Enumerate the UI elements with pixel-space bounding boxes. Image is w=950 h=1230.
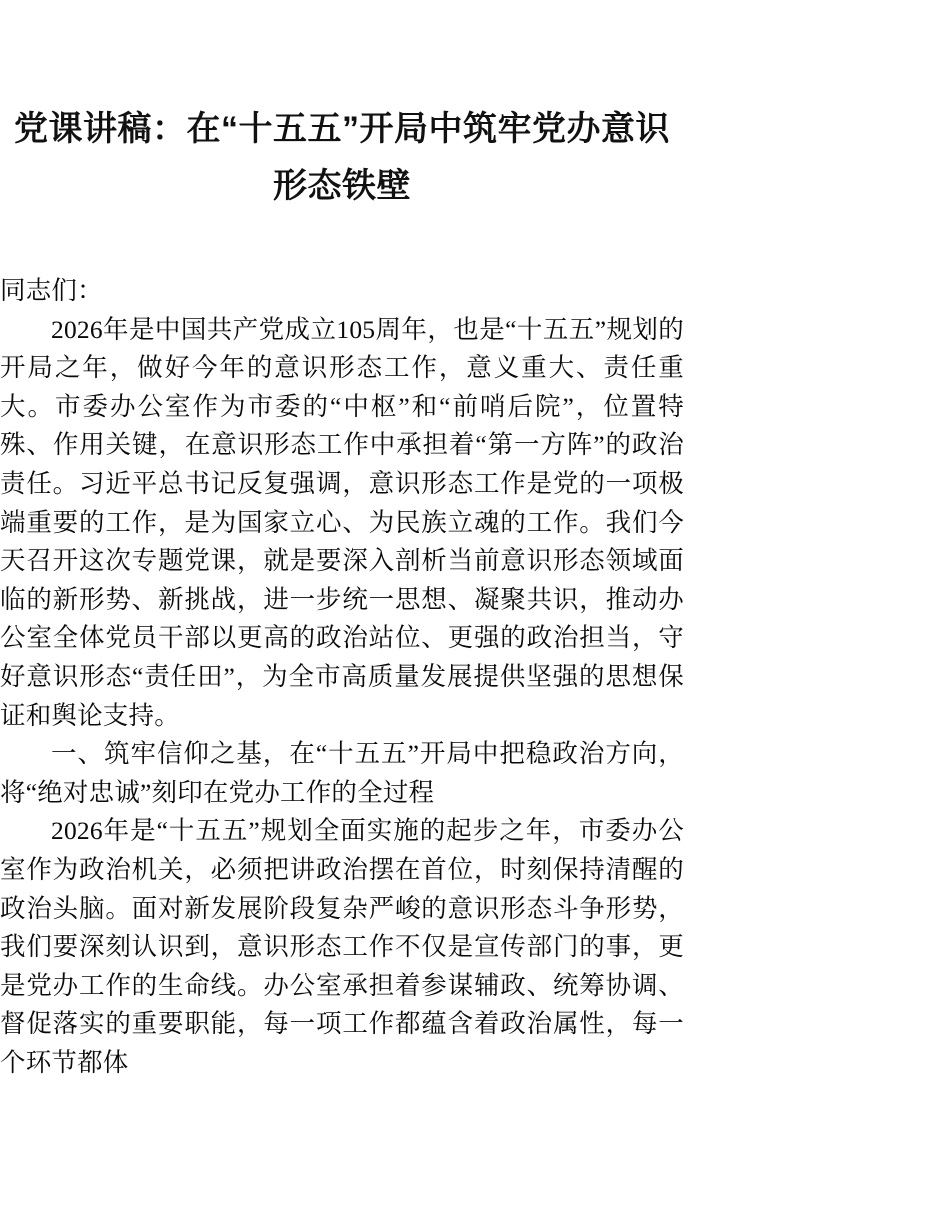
page-title-line-1: 党课讲稿：在“十五五”开局中筑牢党办意识	[14, 110, 670, 148]
salutation-line: 同志们：	[0, 276, 103, 305]
document-body	[0, 272, 684, 1082]
paragraph-opening: 2026年是中国共产党成立105周年，也是“十五五”规划的开局之年，做好今年的意识形态工作，意义重大、责任重大。市委办公室作为市委的“中枢”和“前哨后院”，位置特殊、作用关键，在意识形态工作中承担着“第一方阵”的政治责任。习近平总书记反复强调，意识形态工作是党的一项极端重要的工作，是为国家立心、为民族立魂的工作。我们今天召开这次专题党课，就是要深入剖析当前意识形态领域面临的新形势、新挑战，进一步统一思想、凝聚共识，推动办公室全体党员干部以更高的政治站位、更强的政治担当，守好意识形态“责任田”，为全市高质量发展提供坚强的思想保证和舆论支持。	[0, 314, 684, 730]
page-title-line-2: 形态铁壁	[273, 167, 411, 205]
page-title	[0, 101, 684, 215]
section-heading-one: 一、筑牢信仰之基，在“十五五”开局中把稳政治方向，将“绝对忠诚”刻印在党办工作的全过程	[0, 739, 684, 807]
paragraph-section-one-body: 2026年是“十五五”规划全面实施的起步之年，市委办公室作为政治机关，必须把讲政治摆在首位，时刻保持清醒的政治头脑。面对新发展阶段复杂严峻的意识形态斗争形势，我们要深刻认识到，意识形态工作不仅是宣传部门的事，更是党办工作的生命线。办公室承担着参谋辅政、统筹协调、督促落实的重要职能，每一项工作都蕴含着政治属性，每一个环节都体	[0, 816, 684, 1077]
